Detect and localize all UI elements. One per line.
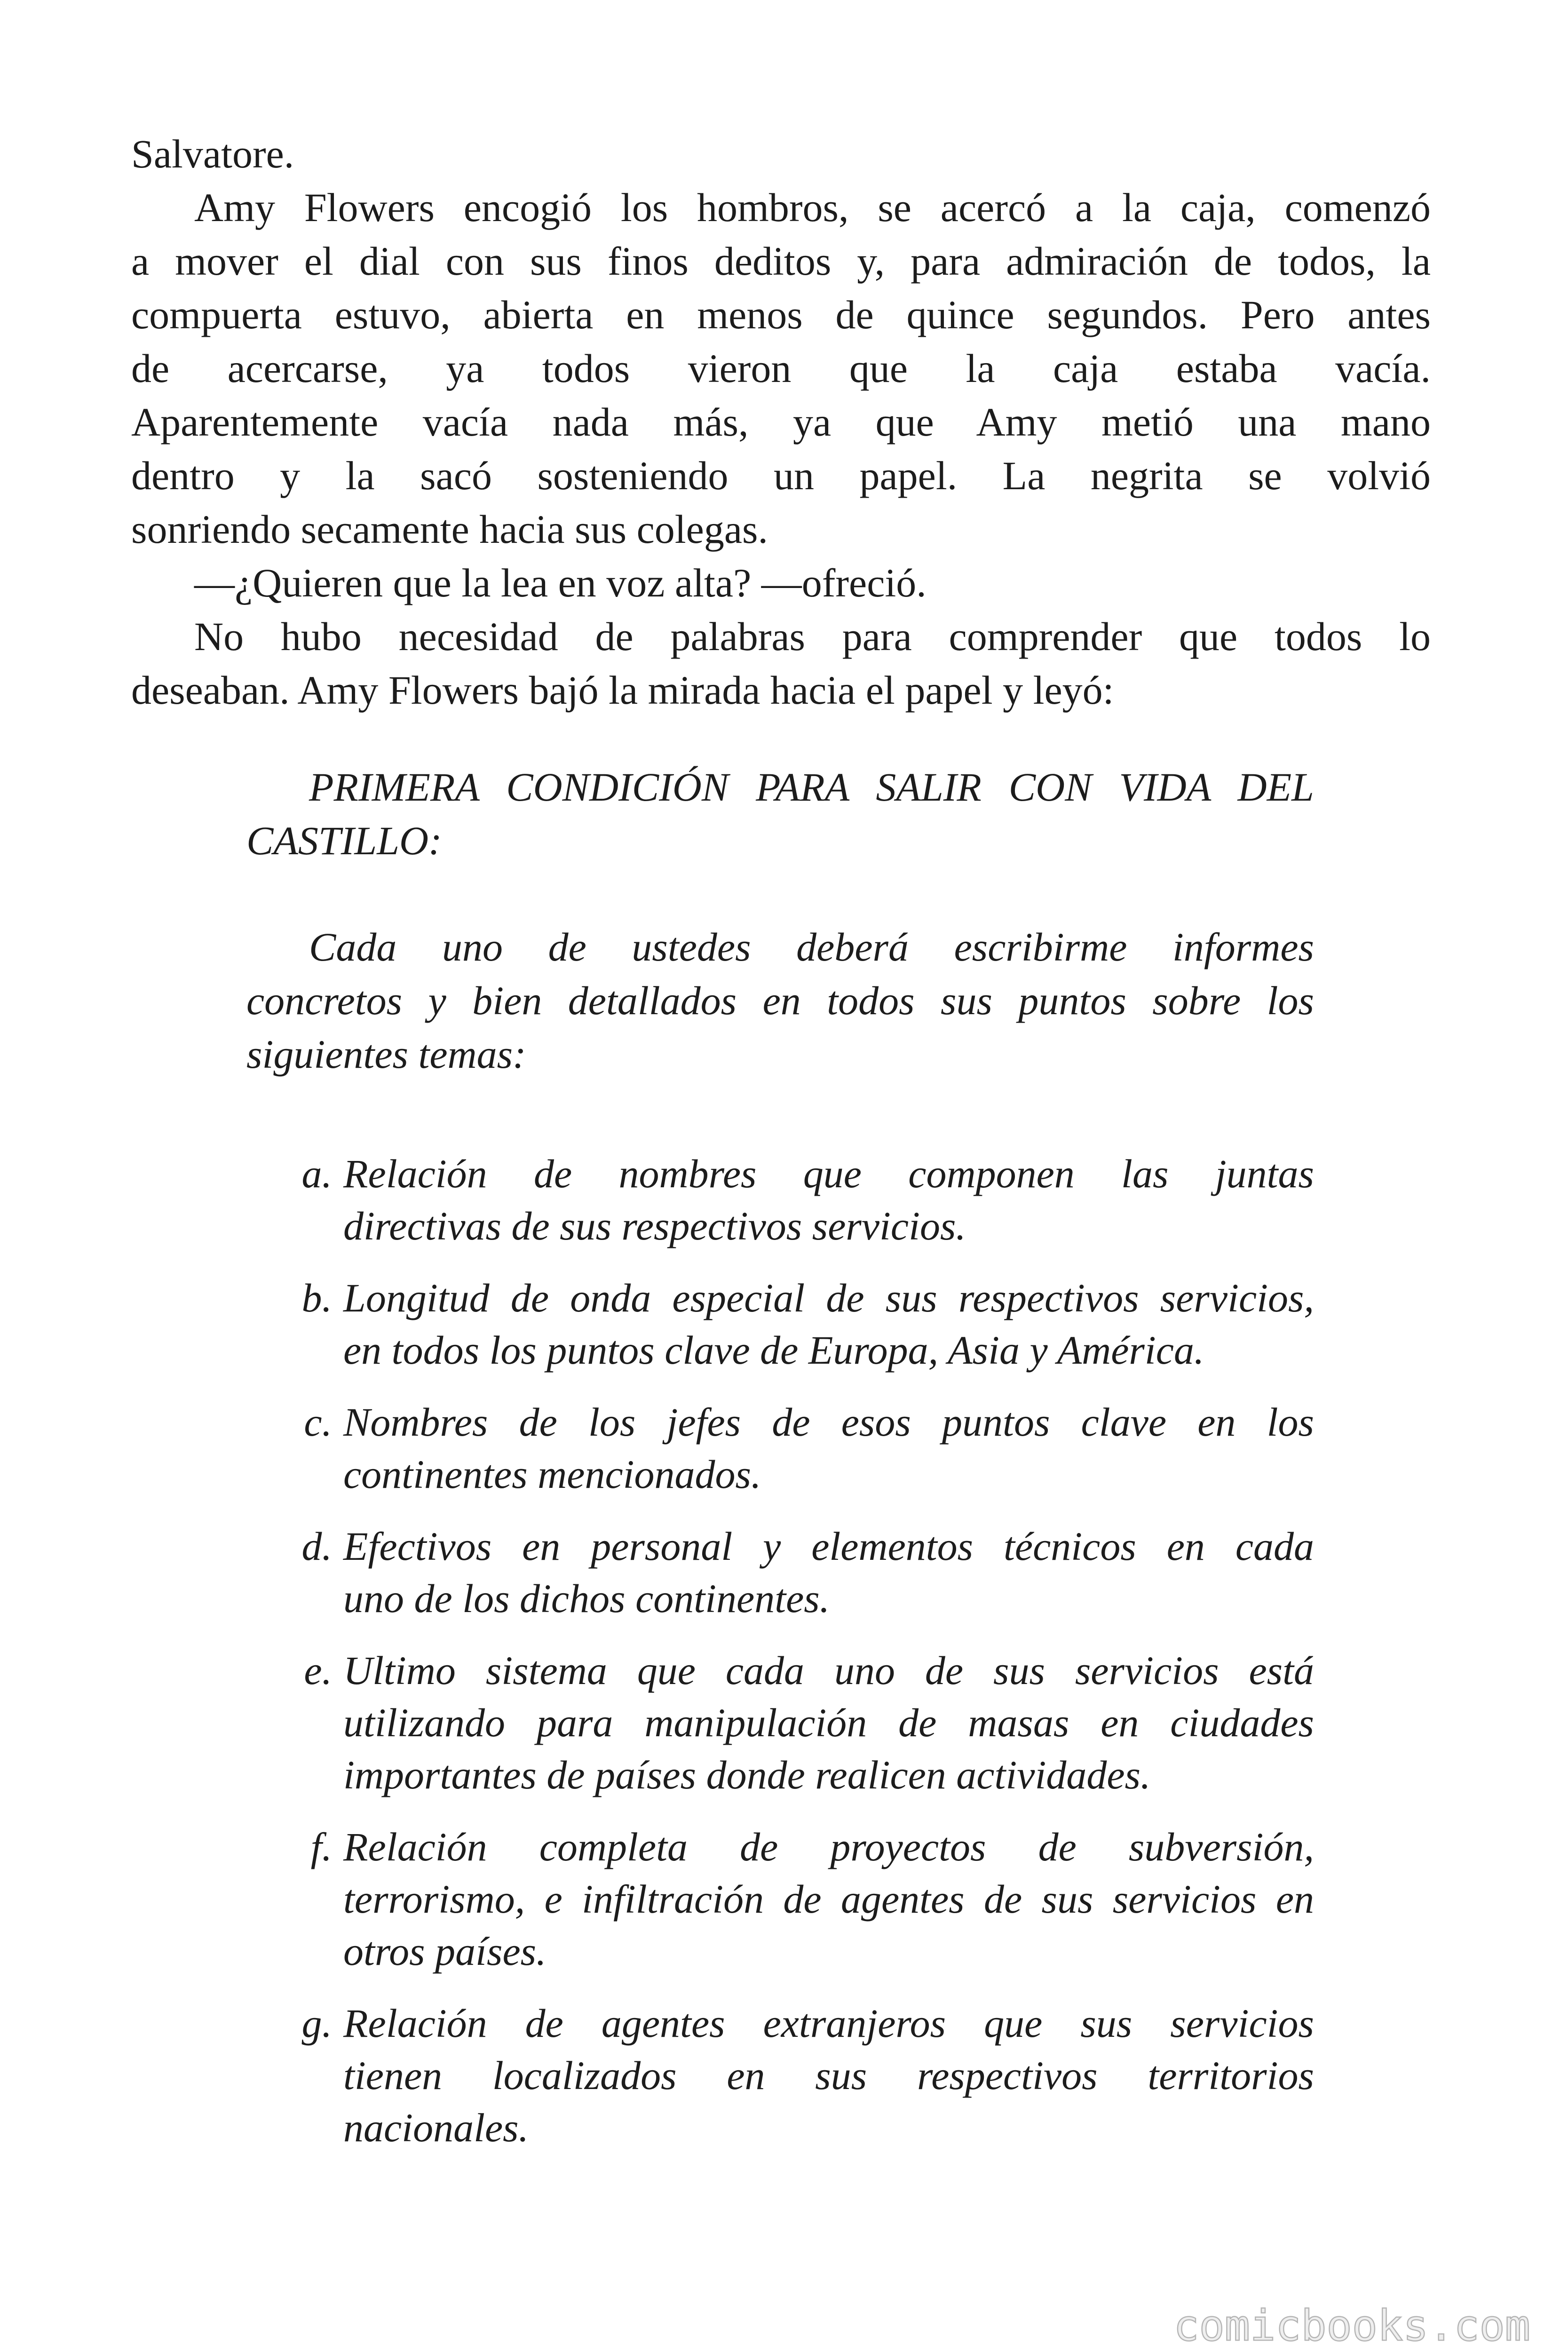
text-line: uno de los dichos continentes. bbox=[343, 1576, 830, 1621]
text-line: PRIMERA CONDICIÓN PARA SALIR CON VIDA DEL bbox=[309, 764, 1314, 810]
text-line: importantes de países donde realicen actividades. bbox=[343, 1752, 1151, 1797]
text-line: Longitud de onda especial de sus respectivos servicios, bbox=[343, 1275, 1314, 1320]
text-line: Ultimo sistema que cada uno de sus servicios está bbox=[343, 1648, 1314, 1693]
text-line: Cada uno de ustedes deberá escribirme informes bbox=[309, 924, 1314, 969]
text-line: Aparentemente vacía nada más, ya que Amy metió una mano bbox=[131, 399, 1431, 445]
text-line: en todos los puntos clave de Europa, Asia y América. bbox=[343, 1327, 1204, 1373]
text-line: Nombres de los jefes de esos puntos clave en los bbox=[343, 1399, 1314, 1445]
text-line: directivas de sus respectivos servicios. bbox=[343, 1203, 966, 1248]
text-line: No hubo necesidad de palabras para comprender que todos lo bbox=[194, 614, 1431, 659]
text-line: Relación de nombres que componen las juntas bbox=[343, 1151, 1314, 1196]
text-line: Efectivos en personal y elementos técnicos en cada bbox=[343, 1524, 1314, 1569]
text-line: —¿Quieren que la lea en voz alta? —ofreció. bbox=[194, 560, 927, 605]
text-line: siguientes temas: bbox=[246, 1032, 526, 1077]
list-item-label: c. bbox=[304, 1399, 332, 1445]
list-item-label: e. bbox=[304, 1648, 332, 1693]
list-item bbox=[301, 1272, 1314, 1376]
text-line: tienen localizados en sus respectivos territorios bbox=[343, 2053, 1314, 2098]
list-item bbox=[304, 1396, 1314, 1501]
text-line: continentes mencionados. bbox=[343, 1452, 761, 1497]
list-item-label: b. bbox=[301, 1275, 332, 1320]
list-item bbox=[310, 1821, 1314, 1978]
list-item-label: f. bbox=[310, 1824, 332, 1869]
note-list bbox=[301, 1148, 1314, 2154]
text-line: compuerta estuvo, abierta en menos de quince segundos. Pero antes bbox=[131, 292, 1431, 337]
list-item bbox=[301, 1520, 1314, 1625]
paragraph bbox=[131, 610, 1431, 717]
text-line: Relación completa de proyectos de subversión, bbox=[343, 1824, 1314, 1869]
watermark: comicbooks.com bbox=[1173, 2301, 1530, 2351]
list-item-label: a. bbox=[301, 1151, 332, 1196]
text-line: de acercarse, ya todos vieron que la caja estaba vacía. bbox=[131, 346, 1431, 391]
text-line: concretos y bien detallados en todos sus puntos sobre los bbox=[246, 978, 1314, 1023]
text-line: terrorismo, e infiltración de agentes de sus servicios en bbox=[343, 1876, 1314, 1922]
list-item bbox=[301, 1148, 1314, 1252]
text-line: otros países. bbox=[343, 1929, 546, 1974]
text-line: nacionales. bbox=[343, 2105, 529, 2150]
list-item bbox=[301, 1997, 1314, 2154]
text-line: CASTILLO: bbox=[246, 818, 442, 863]
note-intro bbox=[246, 920, 1314, 1081]
text-line: dentro y la sacó sosteniendo un papel. La negrita se volvió bbox=[131, 453, 1431, 498]
text-line: sonriendo secamente hacia sus colegas. bbox=[131, 507, 768, 552]
text-line: deseaban. Amy Flowers bajó la mirada hacia el papel y leyó: bbox=[131, 667, 1114, 713]
text-line: Salvatore. bbox=[131, 131, 294, 176]
list-item-label: g. bbox=[301, 2001, 332, 2046]
body-text bbox=[131, 127, 1431, 717]
text-line: Relación de agentes extranjeros que sus servicios bbox=[343, 2001, 1314, 2046]
paragraph bbox=[131, 556, 1431, 610]
text-line: utilizando para manipulación de masas en ciudades bbox=[343, 1700, 1314, 1745]
text-line: a mover el dial con sus finos deditos y, para admiración de todos, la bbox=[131, 238, 1431, 284]
paragraph bbox=[131, 127, 1431, 181]
paragraph bbox=[131, 181, 1431, 556]
list-item bbox=[304, 1645, 1314, 1801]
list-item-label: d. bbox=[301, 1524, 332, 1569]
text-line: Amy Flowers encogió los hombros, se acercó a la caja, comenzó bbox=[194, 185, 1431, 230]
note-heading bbox=[246, 760, 1314, 867]
